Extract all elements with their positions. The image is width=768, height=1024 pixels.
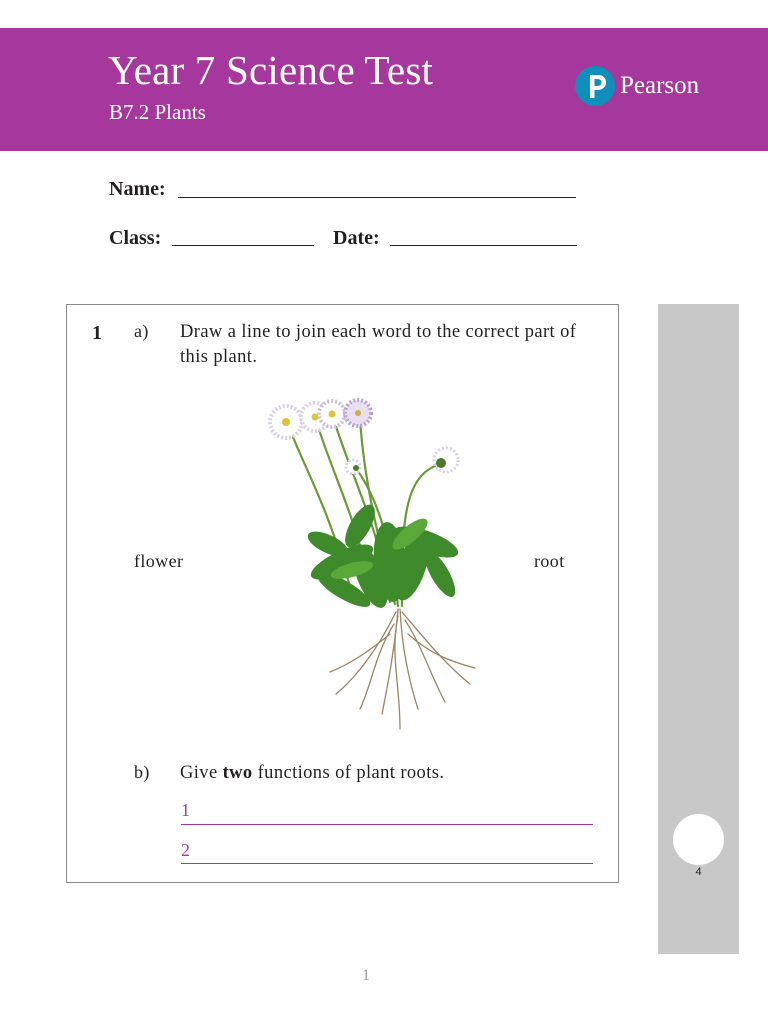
flower-head: [434, 448, 458, 472]
plant-image[interactable]: [240, 384, 486, 732]
name-field[interactable]: [178, 197, 576, 198]
part-b-text-after: functions of plant roots.: [252, 763, 445, 783]
date-field[interactable]: [390, 245, 577, 246]
page-number: 1: [362, 967, 370, 984]
part-b-label: b): [134, 762, 150, 782]
class-label: Class:: [109, 227, 162, 249]
pearson-logo: [575, 66, 725, 108]
test-subtitle: B7.2 Plants: [109, 100, 206, 124]
answer-2-number: 2: [181, 840, 190, 860]
part-b-text-bold: two: [222, 763, 253, 783]
brand-name: Pearson: [620, 72, 700, 99]
part-a-label: a): [134, 321, 149, 341]
test-title: Year 7 Science Test: [108, 47, 434, 93]
answer-1-line[interactable]: [181, 824, 593, 825]
word-flower[interactable]: flower: [134, 551, 184, 571]
part-b-text: [180, 761, 590, 786]
flower-head: [345, 400, 371, 426]
root: [402, 612, 470, 684]
root: [395, 616, 400, 729]
root: [360, 624, 394, 709]
name-label: Name:: [109, 178, 166, 200]
flower-head: [319, 401, 345, 427]
flower-bud: [346, 460, 360, 474]
date-label: Date:: [333, 227, 380, 249]
flower-head: [270, 406, 302, 438]
root: [408, 634, 475, 668]
pearson-p-icon: [575, 66, 615, 106]
marks-total: 4: [695, 866, 702, 878]
word-root[interactable]: root: [534, 551, 565, 571]
answer-2-line[interactable]: [181, 863, 593, 864]
root: [400, 609, 418, 709]
answer-1-number: 1: [181, 800, 190, 820]
root: [336, 612, 396, 694]
question-number: 1: [92, 322, 102, 344]
marks-input[interactable]: [673, 814, 724, 865]
class-field[interactable]: [172, 245, 314, 246]
root: [405, 620, 445, 702]
part-a-text: Draw a line to join each word to the correct part of this plant.: [180, 322, 577, 367]
part-b-text-before: Give: [180, 763, 223, 783]
